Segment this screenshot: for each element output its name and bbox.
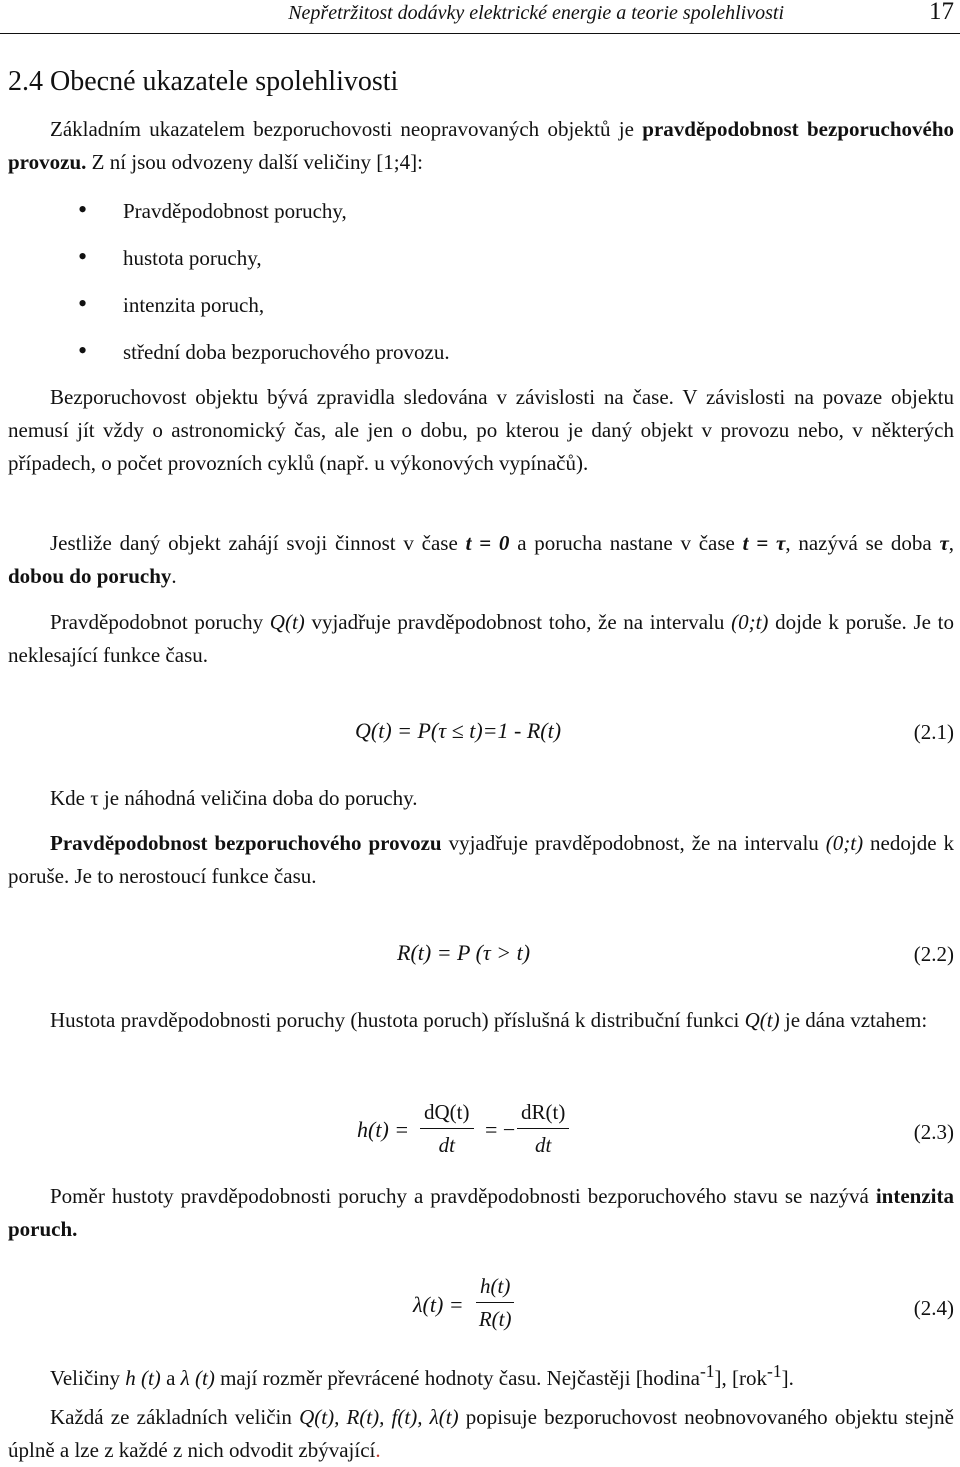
paragraph-density — [8, 1004, 954, 1037]
fraction — [517, 1100, 569, 1158]
superscript: -1 — [699, 1361, 715, 1381]
text: Jestliže daný objekt zahájí svoji činnost v čase — [50, 531, 466, 555]
equation-2-2: R(t) = P (τ > t) — [397, 940, 531, 965]
text: ]. — [781, 1366, 794, 1390]
text: dojde k poruše. Je to neklesající funkce času. — [8, 610, 954, 667]
page-header — [0, 0, 960, 34]
paragraph-intro — [8, 113, 954, 179]
text: vyjadřuje pravděpodobnost, že na intervalu — [441, 831, 826, 855]
math: Q(t), R(t), f(t), λ(t) — [299, 1405, 459, 1429]
emphasis: intenzita poruch. — [8, 1184, 954, 1241]
page-number: 17 — [929, 0, 954, 25]
text: , — [948, 531, 955, 555]
numerator: h(t) — [476, 1274, 514, 1303]
paragraph-units — [8, 1355, 954, 1395]
math: (0;t) — [825, 831, 864, 855]
text: Základním ukazatelem bezporuchovosti neopravovaných objektů je — [50, 117, 643, 141]
equation-2-3-lhs: h(t) = — [357, 1117, 410, 1142]
text: ], [rok — [714, 1366, 768, 1390]
text: mají rozměr převrácené hodnoty času. Nejčastěji [hodina — [214, 1366, 700, 1390]
equation-2-1: Q(t) = P(τ ≤ t)=1 - R(t) — [355, 718, 562, 743]
text: Hustota pravděpodobnosti poruchy (hustota poruch) příslušná k distribuční funkci — [50, 1008, 745, 1032]
math: t = τ — [742, 531, 786, 555]
text: . — [375, 1438, 381, 1462]
equation-2-3-mid: = − — [485, 1117, 516, 1142]
equation-number: (2.2) — [913, 942, 954, 966]
denominator: dt — [438, 1133, 455, 1157]
numerator: dR(t) — [517, 1100, 569, 1129]
paragraph-random-variable: Kde τ je náhodná veličina doba do poruchy. — [50, 786, 418, 810]
paragraph-failure-probability — [8, 606, 954, 672]
fraction — [476, 1274, 514, 1332]
numerator: dQ(t) — [420, 1100, 474, 1129]
text: Pravděpodobnot poruchy — [50, 610, 270, 634]
running-title: Nepřetržitost dodávky elektrické energie a teorie spolehlivosti — [288, 2, 784, 24]
math: (0;t) — [731, 610, 769, 634]
equation-number: (2.4) — [913, 1296, 954, 1320]
emphasis: pravděpodobnost bezporuchového provozu. — [8, 117, 954, 174]
emphasis: dobou do poruchy — [8, 564, 172, 588]
text: Veličiny — [50, 1366, 126, 1390]
paragraph-intensity — [8, 1180, 954, 1246]
text: Poměr hustoty pravděpodobnosti poruchy a pravděpodobnosti bezporuchového stavu se nazývá — [50, 1184, 876, 1208]
superscript: -1 — [767, 1361, 782, 1381]
math: Q(t) — [744, 1008, 780, 1032]
paragraph-summary — [8, 1401, 954, 1467]
math: τ — [939, 531, 949, 555]
text: nedojde k poruše. Je to nerostoucí funkce času. — [8, 831, 955, 888]
paragraph-definition — [8, 527, 954, 593]
equation-2-4-lhs: λ(t) = — [413, 1292, 464, 1317]
emphasis: Pravděpodobnost bezporuchového provozu — [50, 831, 442, 855]
list-item: • intenzita poruch, — [78, 290, 450, 337]
text: Každá ze základních veličin — [50, 1405, 300, 1429]
denominator: R(t) — [478, 1307, 512, 1331]
math: Q(t) — [269, 610, 305, 634]
math: h (t) — [125, 1366, 161, 1390]
bullet-list — [78, 196, 450, 384]
paragraph-time: Bezporuchovost objektu bývá zpravidla sledována v závislosti na čase. V závislosti na povaze objektu nemusí jít vždy o astronomický čas, ale jen o dobu, po kterou je daný objekt v provozu nebo, v některých případech, o počet provozních cyklů (např. u výkonových vypínačů). — [8, 385, 954, 475]
text: . — [171, 564, 177, 588]
list-item: • Pravděpodobnost poruchy, — [78, 196, 450, 243]
list-item: • hustota poruchy, — [78, 243, 450, 290]
list-item: • střední doba bezporuchového provozu. — [78, 337, 450, 384]
text: Z ní jsou odvozeny další veličiny [1;4]: — [86, 150, 423, 174]
text: a porucha nastane v čase — [509, 531, 743, 555]
paragraph-reliability — [8, 827, 954, 893]
text: , nazývá se doba — [785, 531, 940, 555]
equation-number: (2.1) — [913, 720, 954, 744]
section-heading: 2.4 Obecné ukazatele spolehlivosti — [8, 66, 399, 97]
fraction — [420, 1100, 474, 1158]
denominator: dt — [534, 1133, 552, 1157]
text: vyjadřuje pravděpodobnost toho, že na intervalu — [304, 610, 732, 634]
text: a — [160, 1366, 181, 1390]
text: popisuje bezporuchovost neobnovovaného objektu stejně úplně a lze z každé z nich odvodit zbývající — [8, 1405, 954, 1462]
math: t = 0 — [465, 531, 510, 555]
text: je dána vztahem: — [779, 1008, 928, 1032]
math: λ (t) — [180, 1366, 215, 1390]
equation-number: (2.3) — [913, 1120, 954, 1144]
header-rule — [0, 33, 960, 34]
